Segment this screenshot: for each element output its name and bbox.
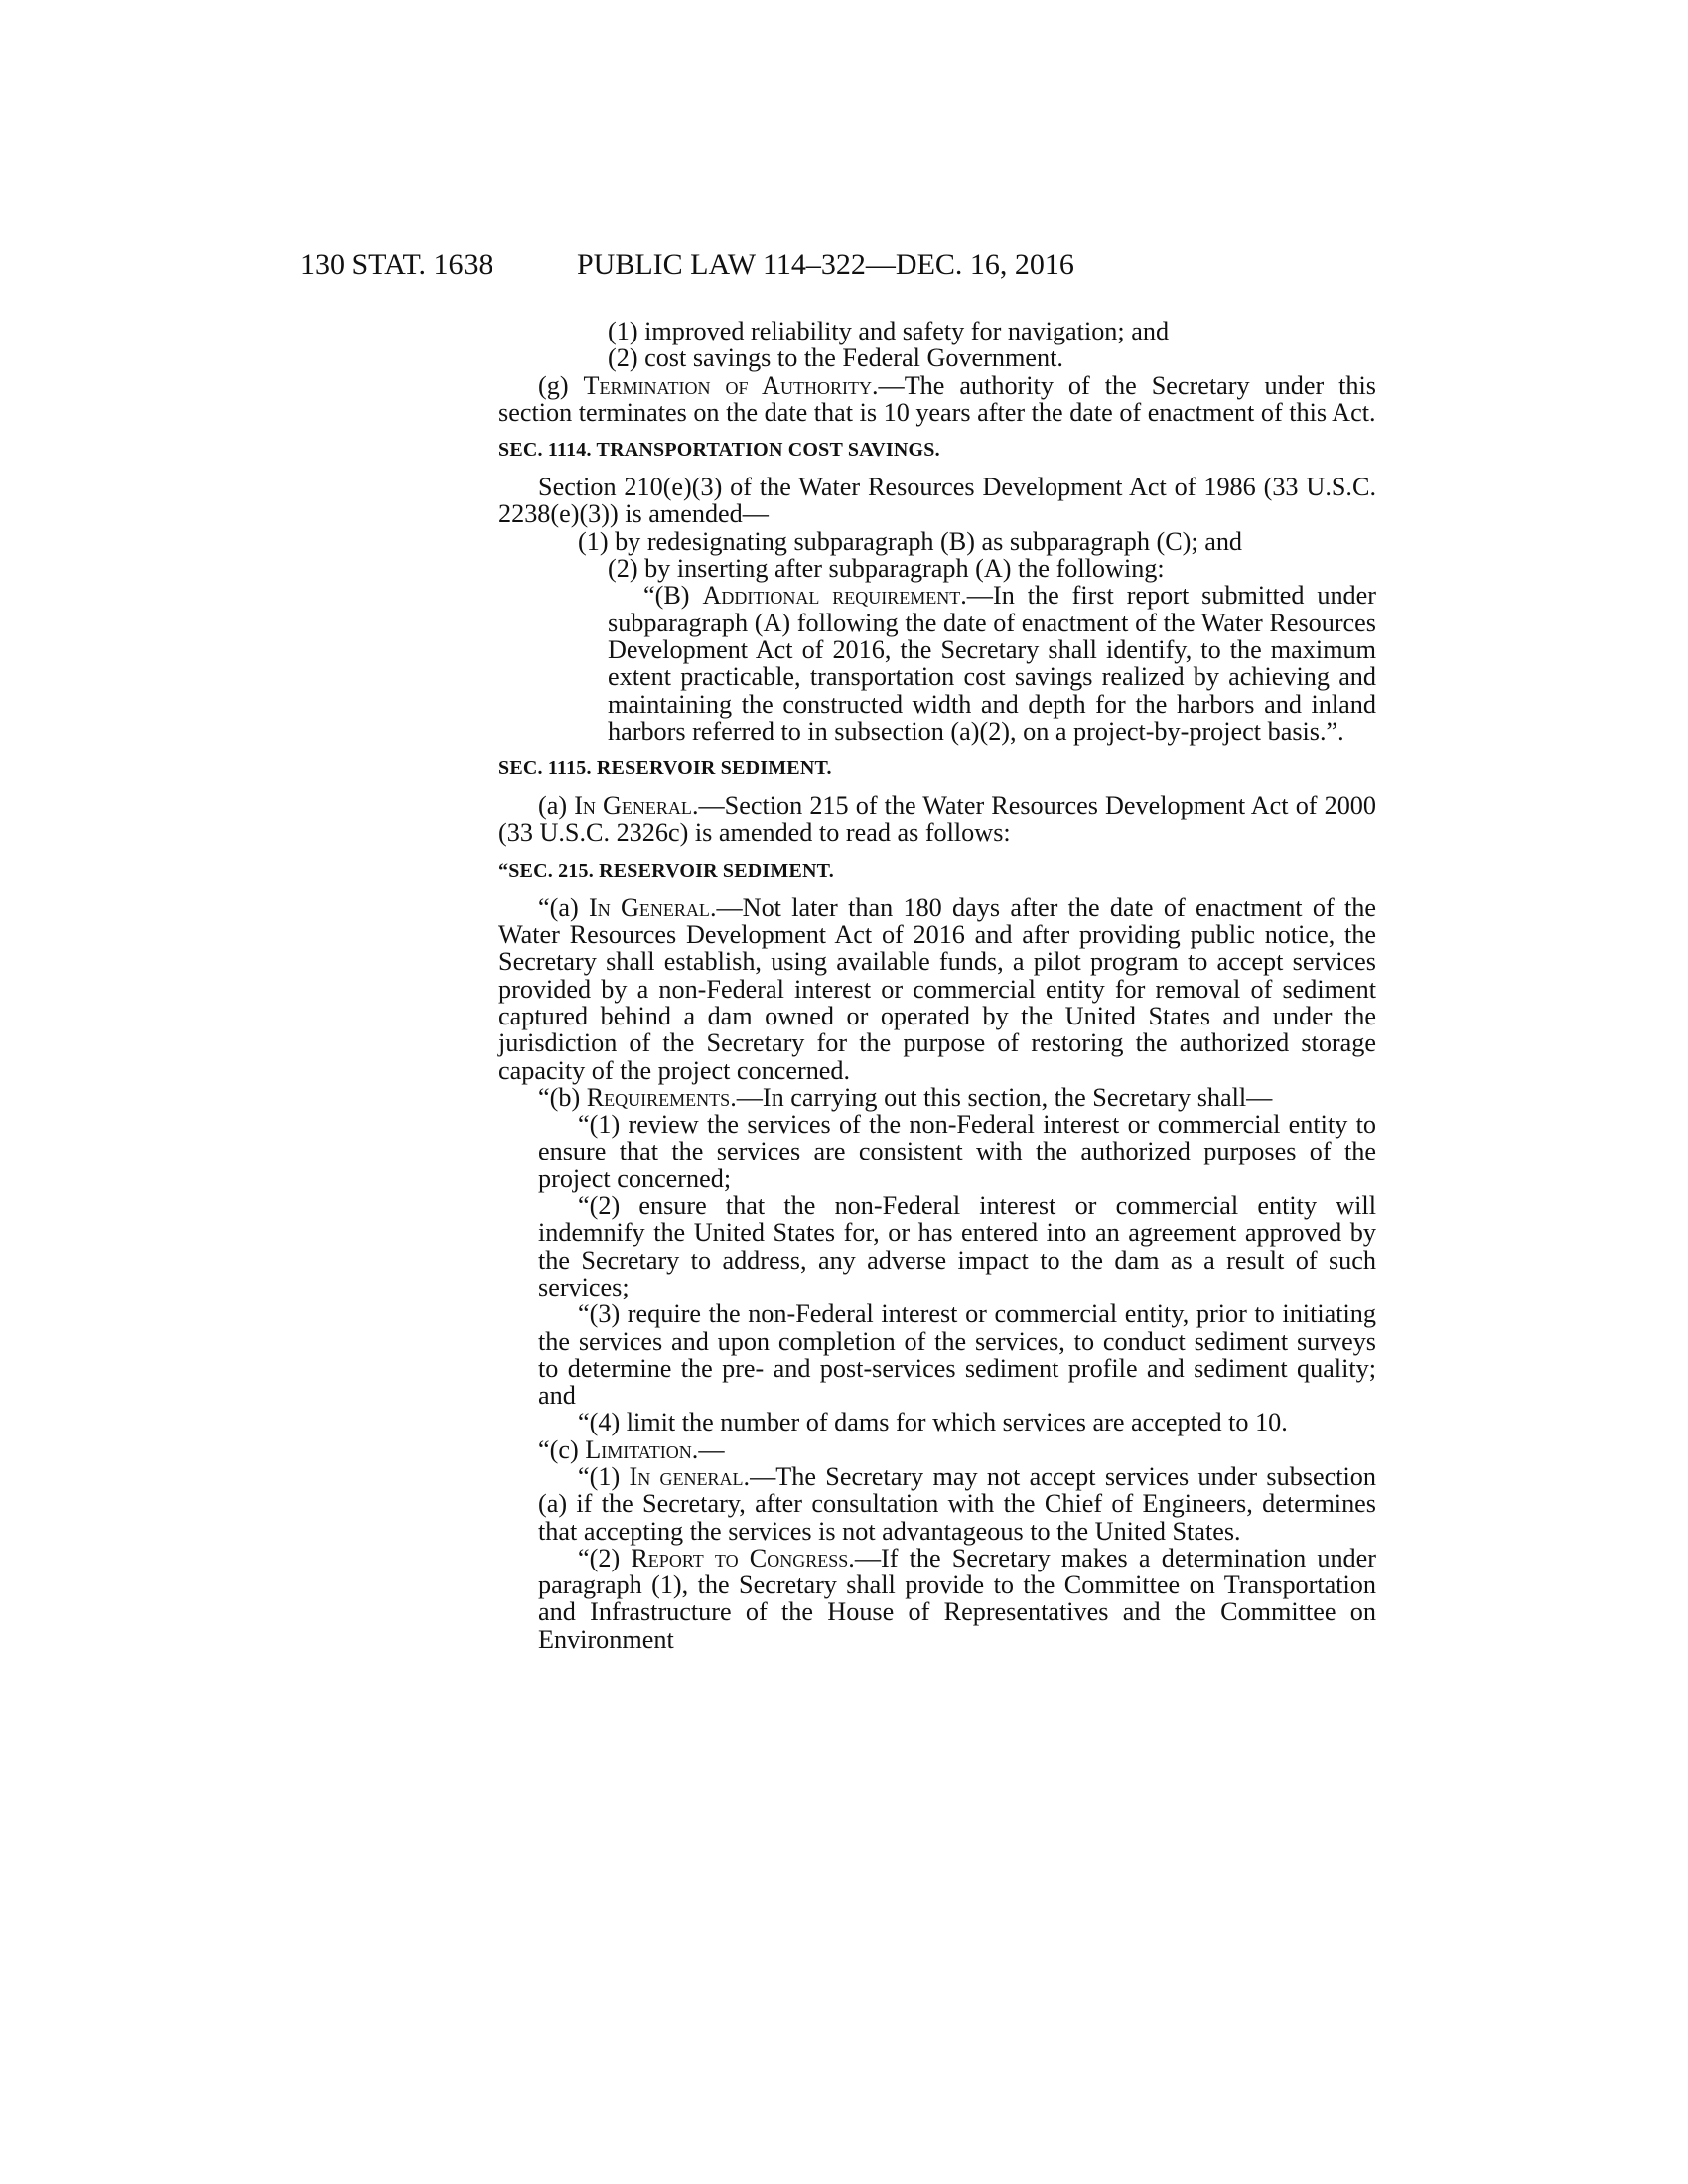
subsection-heading: Termination of Authority (583, 370, 872, 400)
subsection-number: (g) (538, 370, 584, 400)
subsection-text: .—Section 215 of the Water Resources Development Act of 2000 (33 U.S.C. 2326c) is amended to read as follows: (498, 791, 1376, 848)
subsection-number: “(b) (538, 1082, 587, 1112)
subsection-g (498, 372, 1376, 427)
page-header (300, 248, 1380, 288)
list-item: (2) cost savings to the Federal Government. (608, 343, 1063, 373)
subparagraph-text: .—In the first report submitted under subparagraph (A) following the date of enactment of the Water Resources Development Act of 2016, the Secretary shall identify, to the maximum extent practicable, transportation cost savings realized by achieving and maintaining the constructed width and depth for the harbors and inland harbors referred to in subsection (a)(2), on a project-by-project basis.”. (608, 581, 1376, 746)
paragraph-heading: In general (629, 1461, 744, 1491)
subsection-heading: In General (574, 791, 692, 821)
subsection-heading: Limitation (585, 1434, 692, 1464)
subparagraph-heading: Additional requirement (702, 581, 961, 611)
subsection-text: .—The authority of the Secretary under this section terminates on the date that is 10 years after the date of enactment of this Act. (498, 370, 1376, 427)
section-intro: Section 210(e)(3) of the Water Resources Development Act of 1986 (33 U.S.C. 2238(e)(3)) is amended— (498, 473, 1376, 529)
paragraph-text: .—The Secretary may not accept services under subsection (a) if the Secretary, after consultation with the Chief of Engineers, determines that accepting the services is not advantageous to the United States. (538, 1461, 1376, 1546)
subsection-heading: In General (589, 892, 710, 922)
subsection-heading: Requirements (586, 1082, 731, 1112)
list-item: “(4) limit the number of dams for which services are accepted to 10. (578, 1408, 1288, 1437)
list-item: (1) by redesignating subparagraph (B) as subparagraph (C); and (578, 526, 1243, 556)
section-heading-215: “SEC. 215. RESERVOIR SEDIMENT. (498, 859, 834, 882)
public-law-title: PUBLIC LAW 114–322—DEC. 16, 2016 (577, 248, 1074, 281)
subsection-number: “(c) (538, 1434, 586, 1464)
document-body (498, 318, 1376, 1653)
subsection-a (498, 792, 1376, 847)
list-item: (1) improved reliability and safety for navigation; and (608, 317, 1170, 345)
paragraph-text: .—If the Secretary makes a determination under paragraph (1), the Secretary shall provide to the Committee on Transportation and Infrastructure of the House of Representatives and the Committee on Environment (538, 1543, 1376, 1654)
subsection-215b (498, 1084, 1376, 1111)
subsection-number: (a) (538, 791, 575, 821)
paragraph-heading: Report to Congress (631, 1543, 849, 1572)
paragraph-number: “(1) (578, 1461, 630, 1491)
subsection-215c (498, 1436, 1376, 1463)
subsection-text: .—In carrying out this section, the Secretary shall— (730, 1082, 1273, 1112)
list-item: “(3) require the non-Federal interest or commercial entity, prior to initiating the services and upon completion of the services, to conduct sediment surveys to determine the pre- and post-services sediment profile and sediment quality; and (538, 1299, 1376, 1411)
section-heading-1115: SEC. 1115. RESERVOIR SEDIMENT. (498, 757, 832, 780)
subsection-text: .— (691, 1434, 725, 1464)
subsection-text: .—Not later than 180 days after the date of enactment of the Water Resources Development Act of 2016 and after providing public notice, the Secretary shall establish, using available funds, a pilot program to accept services provided by a non-Federal interest or commercial entity for removal of sediment captured behind a dam owned or operated by the United States and under the jurisdiction of the Secretary for the purpose of restoring the authorized storage capacity of the project concerned. (498, 892, 1376, 1085)
subsection-215a (498, 894, 1376, 1084)
subparagraph-number: “(B) (643, 581, 703, 611)
list-item: (2) by inserting after subparagraph (A) the following: (608, 554, 1165, 584)
section-heading-1114: SEC. 1114. TRANSPORTATION COST SAVINGS. (498, 439, 940, 462)
statute-page-number: 130 STAT. 1638 (300, 248, 493, 281)
paragraph-number: “(2) (578, 1543, 632, 1572)
list-item: “(1) review the services of the non-Federal interest or commercial entity to ensure that the services are consistent with the authorized purposes of the project concerned; (538, 1110, 1376, 1193)
subsection-number: “(a) (538, 892, 589, 922)
list-item: “(2) ensure that the non-Federal interest or commercial entity will indemnify the United States for, or has entered into an agreement approved by the Secretary to address, any adverse impact to the dam as a result of such services; (538, 1191, 1376, 1301)
inserted-subparagraph-b (498, 582, 1376, 745)
paragraph-c1 (498, 1463, 1376, 1545)
paragraph-c2 (498, 1545, 1376, 1653)
